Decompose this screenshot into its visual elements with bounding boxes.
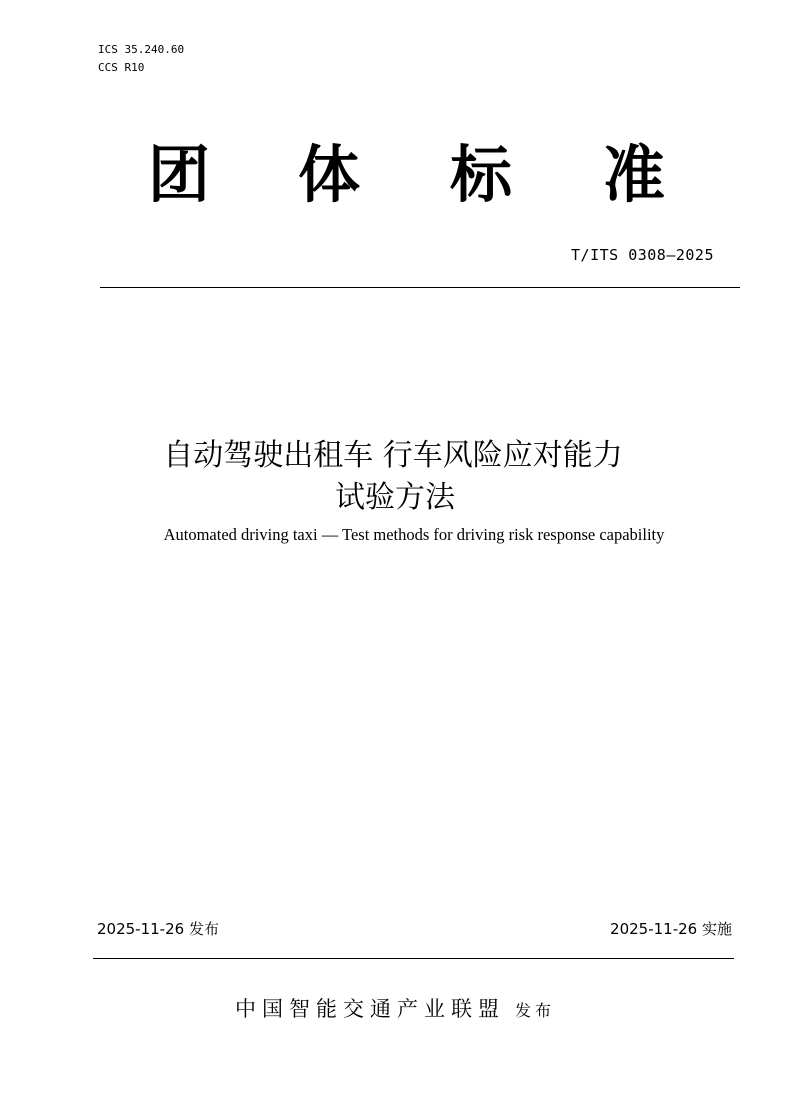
header-divider — [100, 287, 740, 288]
title-chinese-line-2: 试验方法 — [335, 480, 455, 515]
ics-code: ICS 35.240.60 — [98, 43, 185, 56]
publisher-organization: 中国智能交通产业联盟 — [234, 997, 505, 1021]
title-chinese-line-1: 自动驾驶出租车 行车风险应对能力 — [163, 438, 623, 473]
title-english: Automated driving taxi — Test methods for driving risk response capability — [163, 525, 665, 544]
footer-divider — [93, 958, 734, 959]
standard-kind-char: 体 — [298, 138, 361, 211]
implementation-date: 2025-11-26 实施 — [610, 920, 732, 938]
standard-number: T/ITS 0308—2025 — [571, 246, 714, 264]
publisher-line — [0, 996, 790, 1024]
issue-date: 2025-11-26 发布 — [97, 920, 219, 938]
standard-kind-heading — [0, 130, 790, 220]
standard-kind-char: 准 — [603, 138, 666, 211]
standard-kind-char: 标 — [450, 138, 513, 211]
publisher-verb: 发布 — [514, 1001, 555, 1020]
ccs-code: CCS R10 — [98, 61, 145, 74]
standard-kind-char: 团 — [148, 138, 211, 211]
